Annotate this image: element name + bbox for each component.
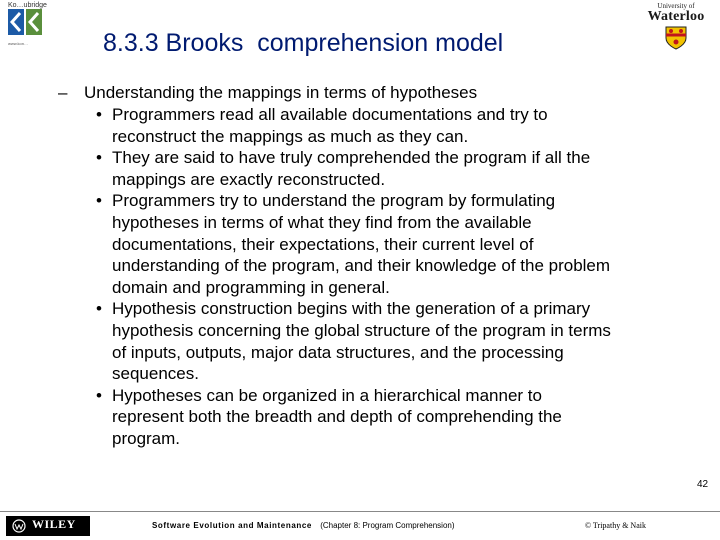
bullet-marker: •: [96, 191, 102, 211]
slide-title: 8.3.3 Brooks comprehension model: [103, 29, 504, 57]
main-point-text: Understanding the mappings in terms of hypotheses: [84, 83, 478, 102]
bullet-line: They are said to have truly comprehended the program if all the: [112, 148, 591, 168]
footer-divider: [0, 511, 720, 512]
bullet-line: program.: [112, 428, 181, 448]
course-title: Software Evolution and Maintenance: [152, 521, 312, 530]
bullet-line: represent both the breadth and depth of comprehending the: [112, 407, 562, 427]
crest-icon: [665, 26, 687, 50]
bullet-marker: •: [96, 299, 102, 319]
dash-marker: –: [58, 83, 68, 102]
logo-top-text: Ko…ubridge: [8, 2, 47, 9]
wiley-emblem-icon: [10, 519, 28, 533]
waterloo-text: Waterloo: [647, 9, 705, 24]
list-item: [58, 104, 698, 147]
bullet-marker: •: [96, 148, 102, 168]
conference-logo: [8, 2, 52, 48]
bullet-line: Hypothesis construction begins with the generation of a primary: [112, 299, 591, 319]
bullet-line: Programmers try to understand the program by formulating: [112, 191, 556, 211]
publisher-name: WILEY: [32, 517, 76, 531]
bullet-line: mappings are exactly reconstructed.: [112, 169, 386, 189]
bullet-marker: •: [96, 385, 102, 405]
bullet-line: understanding of the program, and their knowledge of the problem: [112, 256, 611, 276]
list-item: [58, 190, 698, 298]
list-item: [58, 298, 698, 384]
bullet-line: Programmers read all available documentations and try to: [112, 105, 548, 124]
chapter-label: (Chapter 8: Program Comprehension): [320, 521, 455, 530]
list-item: [58, 147, 698, 190]
university-of-text: University of: [657, 2, 695, 10]
bullet-line: Hypotheses can be organized in a hierarchical manner to: [112, 385, 542, 405]
footer-course: [152, 521, 455, 530]
bullet-marker: •: [96, 105, 102, 124]
copyright-text: © Tripathy & Naik: [585, 521, 646, 530]
bullet-list: [58, 104, 708, 450]
logo-bottom-text: www.kon…: [8, 41, 29, 46]
bullet-line: hypothesis concerning the global structure of the program in terms: [112, 320, 611, 340]
bullet-line: of inputs, outputs, major data structures, and the processing: [112, 342, 564, 362]
bullet-line: sequences.: [112, 364, 199, 384]
list-item: [58, 385, 698, 450]
publisher-logo: [6, 516, 90, 536]
bullet-line: domain and programming in general.: [112, 277, 390, 297]
bullet-line: documentations, their expectations, their current level of: [112, 234, 534, 254]
slide-content: [58, 82, 708, 450]
page-number: 42: [697, 479, 709, 490]
university-logo: [636, 2, 716, 50]
bullet-line: reconstruct the mappings as much as they can.: [112, 126, 469, 146]
ck-logo-icon: [8, 9, 44, 35]
bullet-line: hypotheses in terms of what they find from the available: [112, 212, 532, 232]
main-point: [58, 82, 708, 104]
